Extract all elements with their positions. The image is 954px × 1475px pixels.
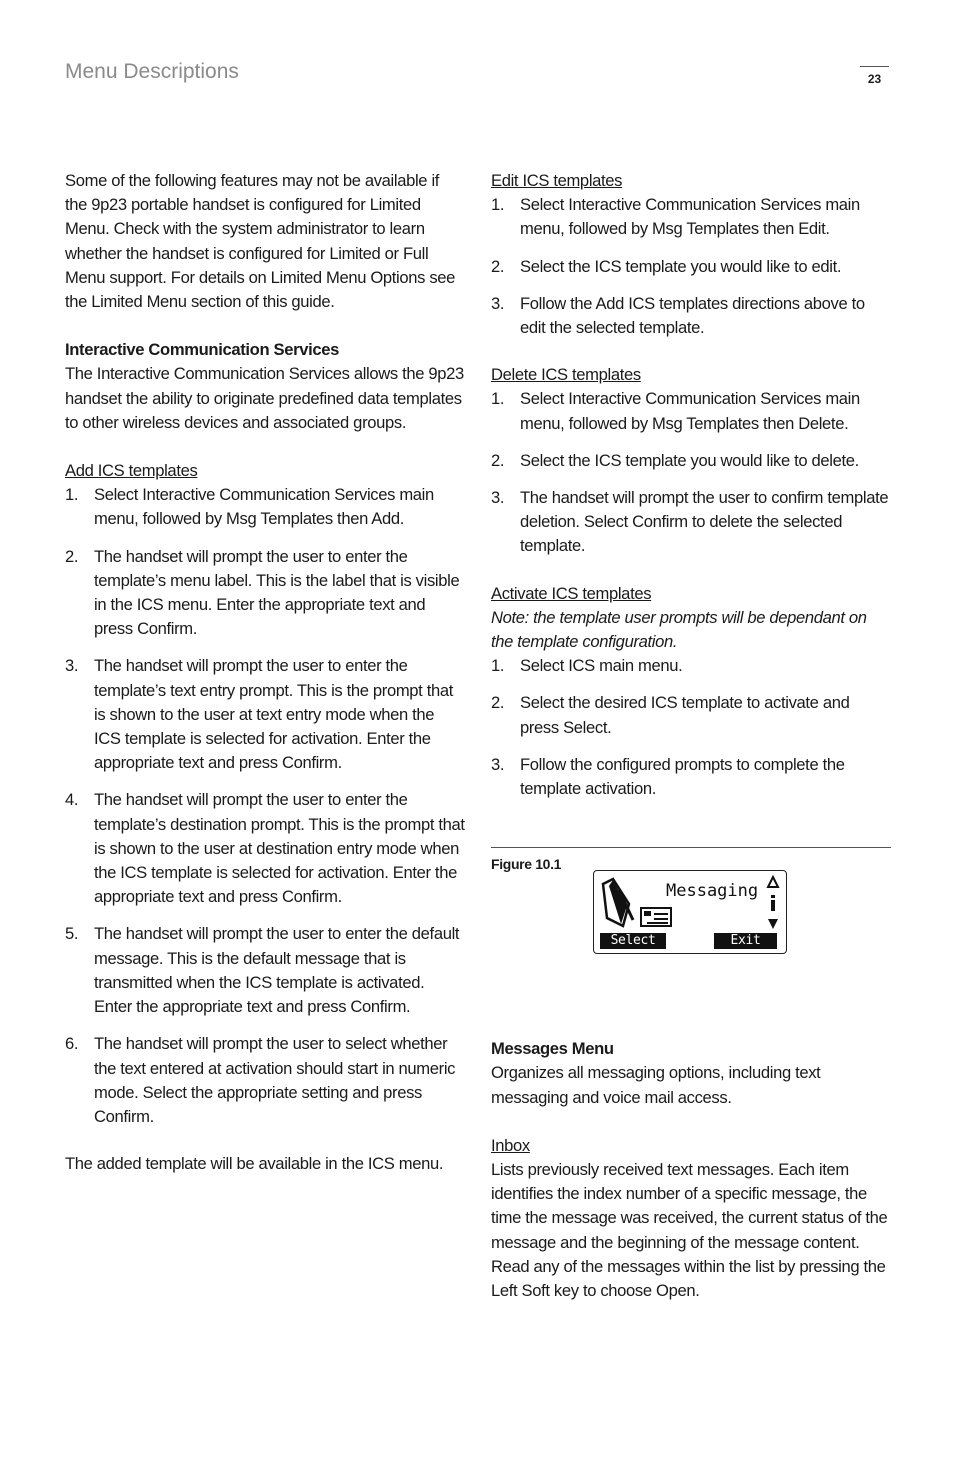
list-item: 3. The handset will prompt the user to confirm template deletion. Select Confirm to delete the selected template. (491, 488, 889, 556)
screen-title: Messaging (666, 881, 759, 902)
list-item: 2. Select the ICS template you would like to delete. (491, 450, 859, 470)
list-item: 6. The handset will prompt the user to select whether the text entered at activation should start in numeric mode. Select the appropriate setting and press Confirm. (65, 1034, 456, 1126)
page-number: 23 (860, 66, 889, 86)
list-item: 1. Select Interactive Communication Services main menu, followed by Msg Templates then Edit. (491, 195, 860, 239)
added-template-note: The added template will be available in the ICS menu. (65, 1154, 444, 1174)
add-ics-heading: Add ICS templates (65, 461, 198, 481)
handset-screen-figure (593, 870, 787, 954)
list-item: 5. The handset will prompt the user to enter the default message. This is the default message that is transmitted when the ICS template is activated. Enter the appropriate text and press Confirm. (65, 924, 460, 1017)
activate-ics-heading: Activate ICS templates (491, 583, 652, 603)
list-item: 3. Follow the configured prompts to complete the template activation. (491, 754, 845, 799)
edit-ics-steps (491, 193, 891, 340)
delete-ics-heading: Delete ICS templates (491, 365, 641, 385)
select-softkey: Select (600, 933, 666, 949)
scroll-indicator-icon (766, 875, 780, 931)
list-item: 2. The handset will prompt the user to enter the template’s menu label. This is the label that is visible in the ICS menu. Enter the appropriate text and press Confirm. (65, 546, 460, 639)
edit-ics-heading: Edit ICS templates (491, 171, 623, 190)
right-column (491, 169, 891, 1303)
inbox-heading: Inbox (491, 1135, 530, 1155)
messages-menu-heading: Messages Menu (491, 1039, 614, 1059)
list-item: 3. The handset will prompt the user to enter the template’s text entry prompt. This is the prompt that is shown to the user at text entry mode when the ICS template is selected for activation. Enter the appropriate text and press Confirm. (65, 656, 453, 773)
list-item: 4. The handset will prompt the user to enter the template’s destination prompt. This is the prompt that is shown to the user at destination entry mode when the ICS template is selected for activation. Enter the appropriate text and press Confirm. (65, 790, 465, 907)
intro-paragraph: Some of the following features may not be available if the 9p23 portable handset is configured for Limited Menu. Check with the system administrator to learn whether the handset is configured for Limited or Full Menu support. For details on Limited Menu Options see the Limited Menu section of this guide. (65, 171, 456, 312)
messages-menu-body: Organizes all messaging options, including text messaging and voice mail access. (491, 1063, 821, 1107)
figure-divider (491, 847, 891, 848)
ics-body: The Interactive Communication Services allows the 9p23 handset the ability to originate predefined data templates to other wireless devices and associated groups. (65, 364, 464, 432)
list-item: 1. Select Interactive Communication Services main menu, followed by Msg Templates then Delete. (491, 389, 860, 433)
delete-ics-steps (491, 387, 891, 558)
figure-label: Figure 10.1 (491, 856, 562, 873)
activate-note: Note: the template user prompts will be dependant on the template configuration. (491, 607, 867, 652)
list-item: 1. Select ICS main menu. (491, 656, 683, 676)
list-item: 1. Select Interactive Communication Services main menu, followed by Msg Templates then Add. (65, 485, 434, 529)
section-title: Menu Descriptions (65, 60, 239, 83)
activate-ics-steps (491, 654, 891, 801)
inbox-body: Lists previously received text messages. Each item identifies the index number of a specific message, the time the message was received, the current status of the message and the beginning of the message content. Read any of the messages within the list by pressing the Left Soft key to choose Open. (491, 1160, 888, 1301)
left-column (65, 169, 465, 1176)
add-ics-steps (65, 483, 465, 1129)
list-item: 2. Select the ICS template you would like to edit. (491, 256, 842, 276)
list-item: 3. Follow the Add ICS templates directions above to edit the selected template. (491, 293, 865, 338)
ics-heading: Interactive Communication Services (65, 340, 339, 360)
list-item: 2. Select the desired ICS template to activate and press Select. (491, 693, 850, 737)
exit-softkey: Exit (714, 933, 777, 949)
